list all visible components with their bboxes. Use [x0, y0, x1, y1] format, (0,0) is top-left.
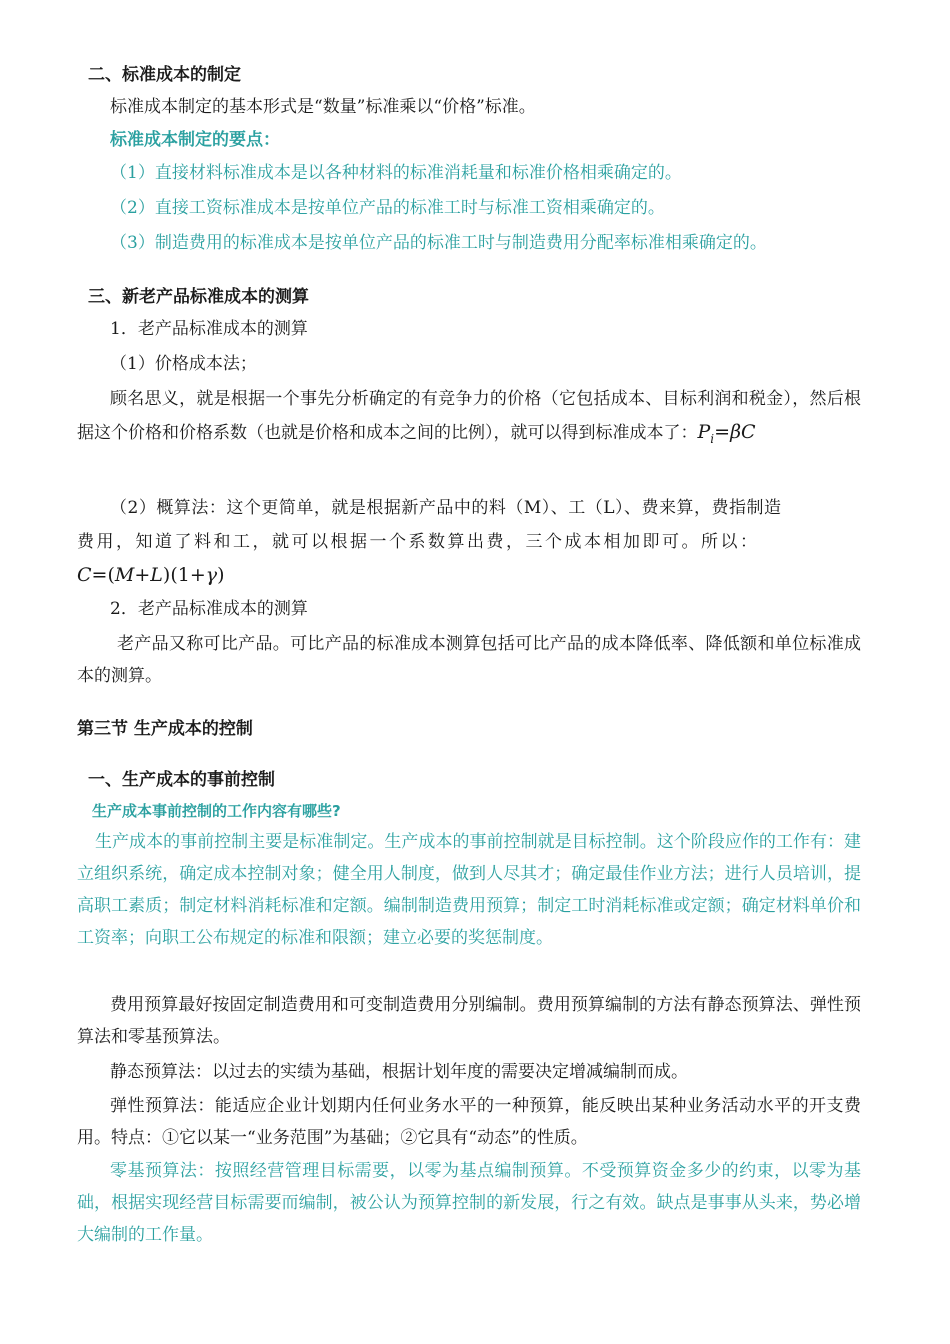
key-point-1: （1）直接材料标准成本是以各种材料的标准消耗量和标准价格相乘确定的。	[110, 163, 682, 183]
paragraph-flexible-budget: 弹性预算法：能适应企业计划期内任何业务水平的一种预算，能反映出某种业务活动水平的开支费用。特点：①它以某一“业务范围”为基础；②它具有“动态”的性质。	[77, 1096, 861, 1148]
formula-price: $P_i=\beta C$	[697, 421, 756, 446]
formula-cost: C=(M+L)(1+γ)	[77, 564, 225, 586]
answer-pre-control: 生产成本的事前控制主要是标准制定。生产成本的事前控制就是目标控制。这个阶段应作的工作有：建立组织系统，确定成本控制对象；健全用人制度，做到人尽其才；确定最佳作业方法；进行人员培训，提高职工素质；制定材料消耗标准和定额。编制制造费用预算；制定工时消耗标准或定额；确定材料单价和工资率；向职工公布规定的标准和限额；建立必要的奖惩制度。	[77, 832, 861, 948]
paragraph-basic-form: 标准成本制定的基本形式是“数量”标准乘以“价格”标准。	[110, 97, 536, 117]
paragraph-estimate-line2: 费用，知道了料和工，就可以根据一个系数算出费，三个成本相加即可。所以：	[77, 532, 760, 552]
subheading-old-product-2: 2．老产品标准成本的测算	[110, 599, 308, 619]
key-point-2: （2）直接工资标准成本是按单位产品的标准工时与标准工资相乘确定的。	[110, 198, 665, 218]
paragraph-estimate-line1: （2）概算法：这个更简单，就是根据新产品中的料（M）、工（L）、费来算，费指制造	[110, 498, 782, 518]
paragraph-price-cost	[77, 383, 861, 456]
paragraph-price-cost-text: 顾名思义，就是根据一个事先分析确定的有竞争力的价格（它包括成本、目标利润和税金），然后根据这个价格和价格系数（也就是价格和成本之间的比例），就可以得到标准成本了：	[77, 389, 861, 443]
section-heading-standard-cost: 二、标准成本的制定	[88, 65, 241, 85]
chapter-title: 第三节 生产成本的控制	[77, 719, 253, 739]
key-point-3: （3）制造费用的标准成本是按单位产品的标准工时与制造费用分配率标准相乘确定的。	[110, 233, 767, 253]
paragraph-zero-based-budget: 零基预算法：按照经营管理目标需要，以零为基点编制预算。不受预算资金多少的约束，以零为基础，根据实现经营目标需要而编制，被公认为预算控制的新发展，行之有效。缺点是事事从头来，势必增大编制的工作量。	[77, 1161, 861, 1245]
subheading-old-product-1: 1．老产品标准成本的测算	[110, 319, 308, 339]
section-heading-pre-control: 一、生产成本的事前控制	[88, 770, 275, 790]
paragraph-comparable-product: 老产品又称可比产品。可比产品的标准成本测算包括可比产品的成本降低率、降低额和单位标准成本的测算。	[77, 634, 861, 686]
paragraph-static-budget: 静态预算法：以过去的实绩为基础，根据计划年度的需要决定增减编制而成。	[110, 1062, 688, 1082]
key-points-title: 标准成本制定的要点：	[110, 130, 280, 150]
paragraph-budget: 费用预算最好按固定制造费用和可变制造费用分别编制。费用预算编制的方法有静态预算法、弹性预算法和零基预算法。	[77, 995, 861, 1047]
question-pre-control: 生产成本事前控制的工作内容有哪些?	[92, 802, 341, 820]
method-price-cost: （1）价格成本法；	[110, 354, 257, 374]
section-heading-product-cost: 三、新老产品标准成本的测算	[88, 287, 309, 307]
